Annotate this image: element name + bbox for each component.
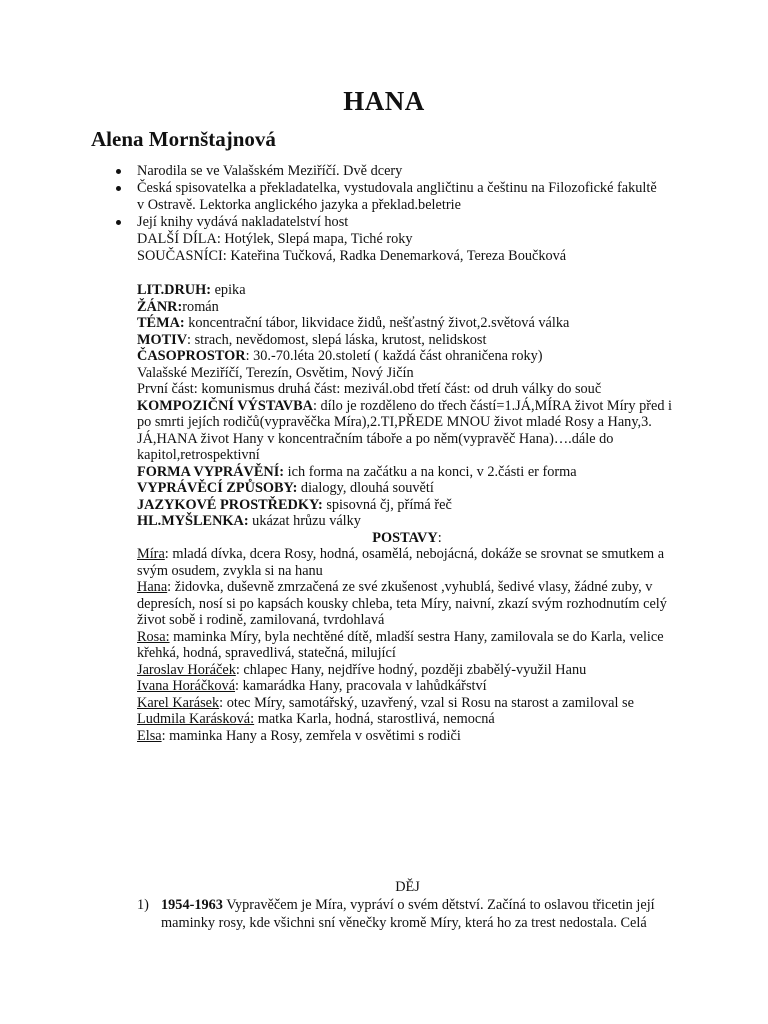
field-casoprostor (137, 348, 677, 365)
parts-line: První část: komunismus druhá část: mezivál.obd třetí část: od druh války do souč (137, 381, 602, 397)
places-line: Valašské Meziříčí, Terezín, Osvětim, Nový Jičín (137, 364, 414, 381)
bullet-line: v Ostravě. Lektorka anglického jazyka a překlad.beletrie (137, 197, 461, 213)
field-label: MOTIV (137, 331, 188, 348)
field-label: ČASOPROSTOR (137, 348, 246, 364)
item-number: 1) (137, 897, 149, 913)
author-heading: Alena Mornštajnová (91, 127, 276, 151)
bullet-line: DALŠÍ DÍLA: Hotýlek, Slepá mapa, Tiché roky (137, 231, 413, 247)
character-entry (137, 662, 677, 679)
bullet-item (115, 180, 675, 214)
field-motiv (137, 332, 677, 349)
field-forma-vypraveni (137, 464, 677, 481)
character-description: : otec Míry, samotářský, uzavřený, vzal si Rosu na starost a zamiloval se (219, 694, 634, 711)
field-value: epika (211, 282, 246, 298)
character-name: Míra (137, 546, 165, 562)
field-value: koncentrační tábor, likvidace židů, nešťastný život,2.světová válka (184, 315, 570, 331)
field-zanr (137, 299, 677, 316)
bullet-list (115, 163, 675, 265)
field-hl-myslenka (137, 513, 677, 530)
field-label: ŽÁNR: (137, 298, 183, 315)
character-name: Hana (137, 579, 168, 595)
postavy-heading (137, 530, 677, 547)
character-name: Rosa: (137, 628, 170, 645)
analysis-block (137, 282, 677, 744)
numbered-item (137, 897, 657, 932)
character-description: : kamarádka Hany, pracovala v lahůdkářství (235, 678, 487, 694)
character-name: Ivana Horáčková (137, 678, 236, 694)
character-name: Karel Karásek (137, 694, 220, 711)
bullet-item (115, 163, 675, 180)
field-label: LIT.DRUH: (137, 282, 212, 298)
field-value: : dílo je rozděleno do třech částí=1.JÁ,MÍRA život Míry před i po smrti jejích rodičů(vypravěčka Míra),2.TI,PŘEDE MNOU život mladé Rosy a Hany,3. JÁ,HANA život Hany v koncentračním táboře a po něm(vypravěč Hana)….dále do kapitol,retrospektivní (137, 397, 673, 463)
character-description: matka Karla, hodná, starostlivá, nemocná (254, 711, 495, 727)
character-name: Ludmila Karásková: (137, 711, 255, 727)
character-entry (137, 728, 677, 745)
field-jazykove-prostredky (137, 497, 677, 514)
postavy-colon: : (437, 529, 442, 546)
field-value: ich forma na začátku a na konci, v 2.části er forma (284, 463, 577, 480)
field-value: : strach, nevědomost, slepá láska, krutost, nelidskost (187, 331, 487, 348)
character-entry (137, 678, 677, 695)
character-description: maminka Míry, byla nechtěné dítě, mladší sestra Hany, zamilovala se do Karla, velice křehká, hodná, spravedlivá, statečná, milující (137, 628, 664, 661)
field-label: HL.MYŠLENKA: (137, 513, 249, 529)
character-entry (137, 695, 677, 712)
field-kompozicni-vystavba (137, 398, 677, 464)
bullet-line: Česká spisovatelka a překladatelka, vystudovala angličtinu a češtinu na Filozofické fakultě (137, 180, 657, 196)
character-description: : židovka, duševně zmrzačená ze své zkušenost ,vyhublá, šedivé vlasy, žádné zuby, v depresích, nosí si po kapsách kousky chleba, teta Míry, naivní, zkazí svým rozhodnutím celý život sobě i rodině, zamilovaná, tvrdohlavá (137, 579, 667, 628)
character-entry (137, 629, 677, 662)
bullet-line: Narodila se ve Valašském Meziříčí. Dvě dcery (137, 163, 403, 179)
bullet-line: SOUČASNÍCI: Kateřina Tučková, Radka Denemarková, Tereza Boučková (137, 248, 567, 264)
field-value: spisovná čj, přímá řeč (322, 496, 452, 513)
character-description: : chlapec Hany, nejdříve hodný, později zbabělý-využil Hanu (235, 661, 587, 678)
character-name: Jaroslav Horáček (137, 661, 236, 678)
item-text (161, 897, 657, 932)
item-years: 1954-1963 (161, 897, 223, 913)
character-name: Elsa (137, 727, 162, 744)
document-title: HANA (343, 86, 425, 116)
field-label: TÉMA: (137, 315, 185, 331)
field-label: VYPRÁVĚCÍ ZPŮSOBY: (137, 480, 298, 496)
character-entry (137, 579, 677, 629)
field-tema (137, 315, 677, 332)
field-label: FORMA VYPRÁVĚNÍ: (137, 463, 285, 480)
field-label: KOMPOZIČNÍ VÝSTAVBA (137, 397, 313, 414)
field-value: román (182, 298, 219, 315)
bullet-item (115, 214, 675, 265)
character-entry (137, 711, 677, 728)
dej-heading: DĚJ (395, 879, 420, 895)
bullet-line: Její knihy vydává nakladatelství host (137, 214, 349, 230)
field-lit-druh (137, 282, 677, 299)
character-description: : maminka Hany a Rosy, zemřela v osvětimi s rodiči (161, 727, 461, 744)
field-value: : 30.-70.léta 20.století ( každá část ohraničena roky) (245, 348, 543, 364)
character-entry (137, 546, 677, 579)
field-label: JAZYKOVÉ PROSTŘEDKY: (137, 496, 323, 513)
postavy-heading-text: POSTAVY (372, 529, 438, 546)
field-vypraveci-zpusoby (137, 480, 677, 497)
field-value: ukázat hrůzu války (248, 513, 361, 529)
character-description: : mladá dívka, dcera Rosy, hodná, osamělá, nebojácná, dokáže se srovnat se smutkem a svým osudem, zvykla si na hanu (137, 546, 665, 579)
field-value: dialogy, dlouhá souvětí (297, 480, 434, 496)
item-body: Vypravěčem je Míra, vypráví o svém dětství. Začíná to oslavou třicetin její maminky rosy, kde všichni sní věnečky kromě Míry, která ho za trest nedostala. Celá (161, 897, 655, 931)
